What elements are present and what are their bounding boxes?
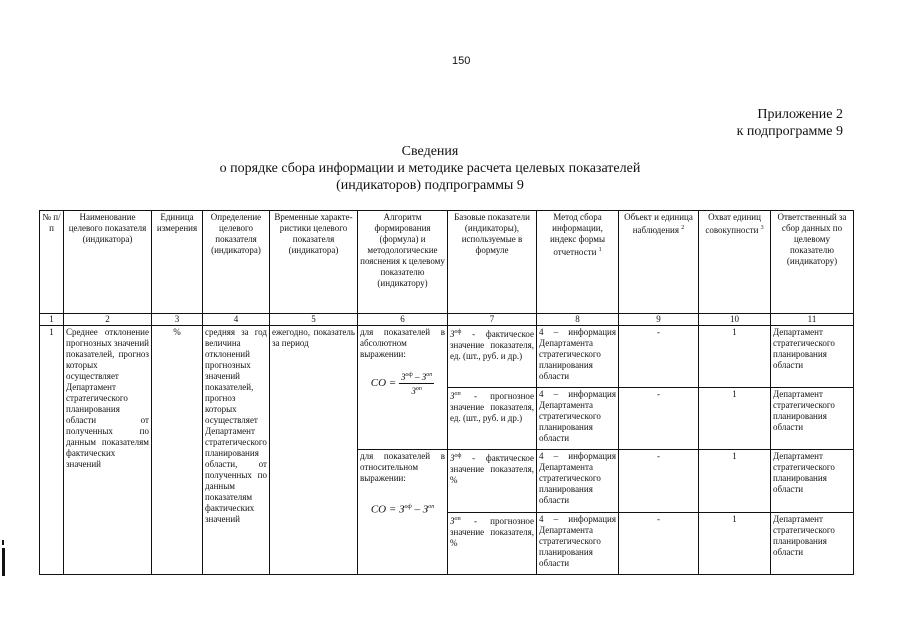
col-number: 2 [64, 314, 152, 326]
row-object: - [619, 513, 699, 575]
table-row [40, 326, 854, 388]
row-num: 1 [40, 326, 64, 575]
header-responsible: Ответственный за сбор данных по целевому показателю (индикатору) [771, 211, 854, 314]
row-indicator-name: Среднее отклонение прогнозных значений показателей, прогноз которых осуществляет Департамент стратегического планирования области от полученных по данным показателям фактических значений [64, 326, 152, 575]
row-coverage: 1 [699, 450, 771, 513]
document-title [150, 143, 710, 194]
algorithm-absolute-text: для показателей в абсолютном выражении: [360, 327, 445, 359]
row-responsible: Департамент стратегического планирования области [771, 326, 854, 388]
appendix-label [737, 106, 843, 140]
col-number: 5 [270, 314, 358, 326]
row-base-indicator: $З^{оф}$ - фактическое значение показателя, % [448, 450, 537, 513]
col-number: 4 [203, 314, 270, 326]
col-number: 6 [358, 314, 448, 326]
scan-margin-mark [2, 548, 5, 576]
row-object: - [619, 326, 699, 388]
col-number: 10 [699, 314, 771, 326]
row-responsible: Департамент стратегического планирования области [771, 513, 854, 575]
col-number: 1 [40, 314, 64, 326]
row-time-characteristics: ежегодно, показатель за период [270, 326, 358, 575]
row-definition: средняя за год величина отклонений прогнозных значений показателей, прогноз которых осуществляет Департамент стратегического планирования области, от полученных по данным показателям фактических значений [203, 326, 270, 575]
appendix-line-2: к подпрограмме 9 [736, 124, 843, 139]
row-base-indicator: $З^{оп}$ - прогнозное значение показателя, % [448, 513, 537, 575]
appendix-line-1: Приложение 2 [757, 107, 843, 122]
title-line-2: о порядке сбора информации и методике расчета целевых показателей [219, 161, 641, 176]
row-algorithm-relative [358, 450, 448, 575]
header-unit: Единица измерения [152, 211, 203, 314]
row-responsible: Департамент стратегического планирования области [771, 388, 854, 450]
row-responsible: Департамент стратегического планирования области [771, 450, 854, 513]
row-unit: % [152, 326, 203, 575]
col-number: 8 [537, 314, 619, 326]
header-num: № п/п [40, 211, 64, 314]
header-base: Базовые показатели (индикаторы), используемые в формуле [448, 211, 537, 314]
indicators-table [39, 210, 854, 575]
table-header-row [40, 211, 854, 314]
row-base-indicator: $З^{оп}$ - прогнозное значение показателя, ед. (шт., руб. и др.) [448, 388, 537, 450]
header-object: Объект и единица наблюдения $^2$ [619, 211, 699, 314]
header-name: Наименование целевого показателя (индикатора) [64, 211, 152, 314]
row-method: 4 – информация Департамента стратегического планирования области [537, 513, 619, 575]
scan-margin-mark [2, 540, 4, 545]
row-coverage: 1 [699, 513, 771, 575]
formula-relative: СО = $З^{оф} - З^{оп}$ [370, 503, 435, 516]
row-method: 4 – информация Департамента стратегического планирования области [537, 450, 619, 513]
algorithm-relative-text: для показателей в относительном выражении: [360, 451, 445, 483]
header-definition: Определение целевого показателя (индикатора) [203, 211, 270, 314]
col-number: 9 [619, 314, 699, 326]
row-coverage: 1 [699, 326, 771, 388]
col-number: 3 [152, 314, 203, 326]
title-line-1: Сведения [401, 144, 459, 159]
page-number: 150 [452, 55, 471, 67]
row-coverage: 1 [699, 388, 771, 450]
header-time: Временные характе-ристики целевого показателя (индикатора) [270, 211, 358, 314]
header-algorithm: Алгоритм формирования (формула) и методологические пояснения к целевому показателю (индикатору) [358, 211, 448, 314]
formula-absolute: СО = $\frac{З^{оф} - З^{оп}}{З^{оп}}$ [370, 372, 433, 396]
row-object: - [619, 450, 699, 513]
row-method: 4 – информация Департамента стратегического планирования области [537, 388, 619, 450]
column-numbers-row [40, 314, 854, 326]
header-method: Метод сбора информации, индекс формы отчетности $^1$ [537, 211, 619, 314]
col-number: 11 [771, 314, 854, 326]
row-algorithm-absolute [358, 326, 448, 450]
col-number: 7 [448, 314, 537, 326]
title-line-3: (индикаторов) подпрограммы 9 [336, 178, 524, 193]
row-object: - [619, 388, 699, 450]
header-coverage: Охват единиц совокупности $^3$ [699, 211, 771, 314]
row-method: 4 – информация Департамента стратегического планирования области [537, 326, 619, 388]
row-base-indicator: $З^{оф}$ - фактическое значение показателя, ед. (шт., руб. и др.) [448, 326, 537, 388]
